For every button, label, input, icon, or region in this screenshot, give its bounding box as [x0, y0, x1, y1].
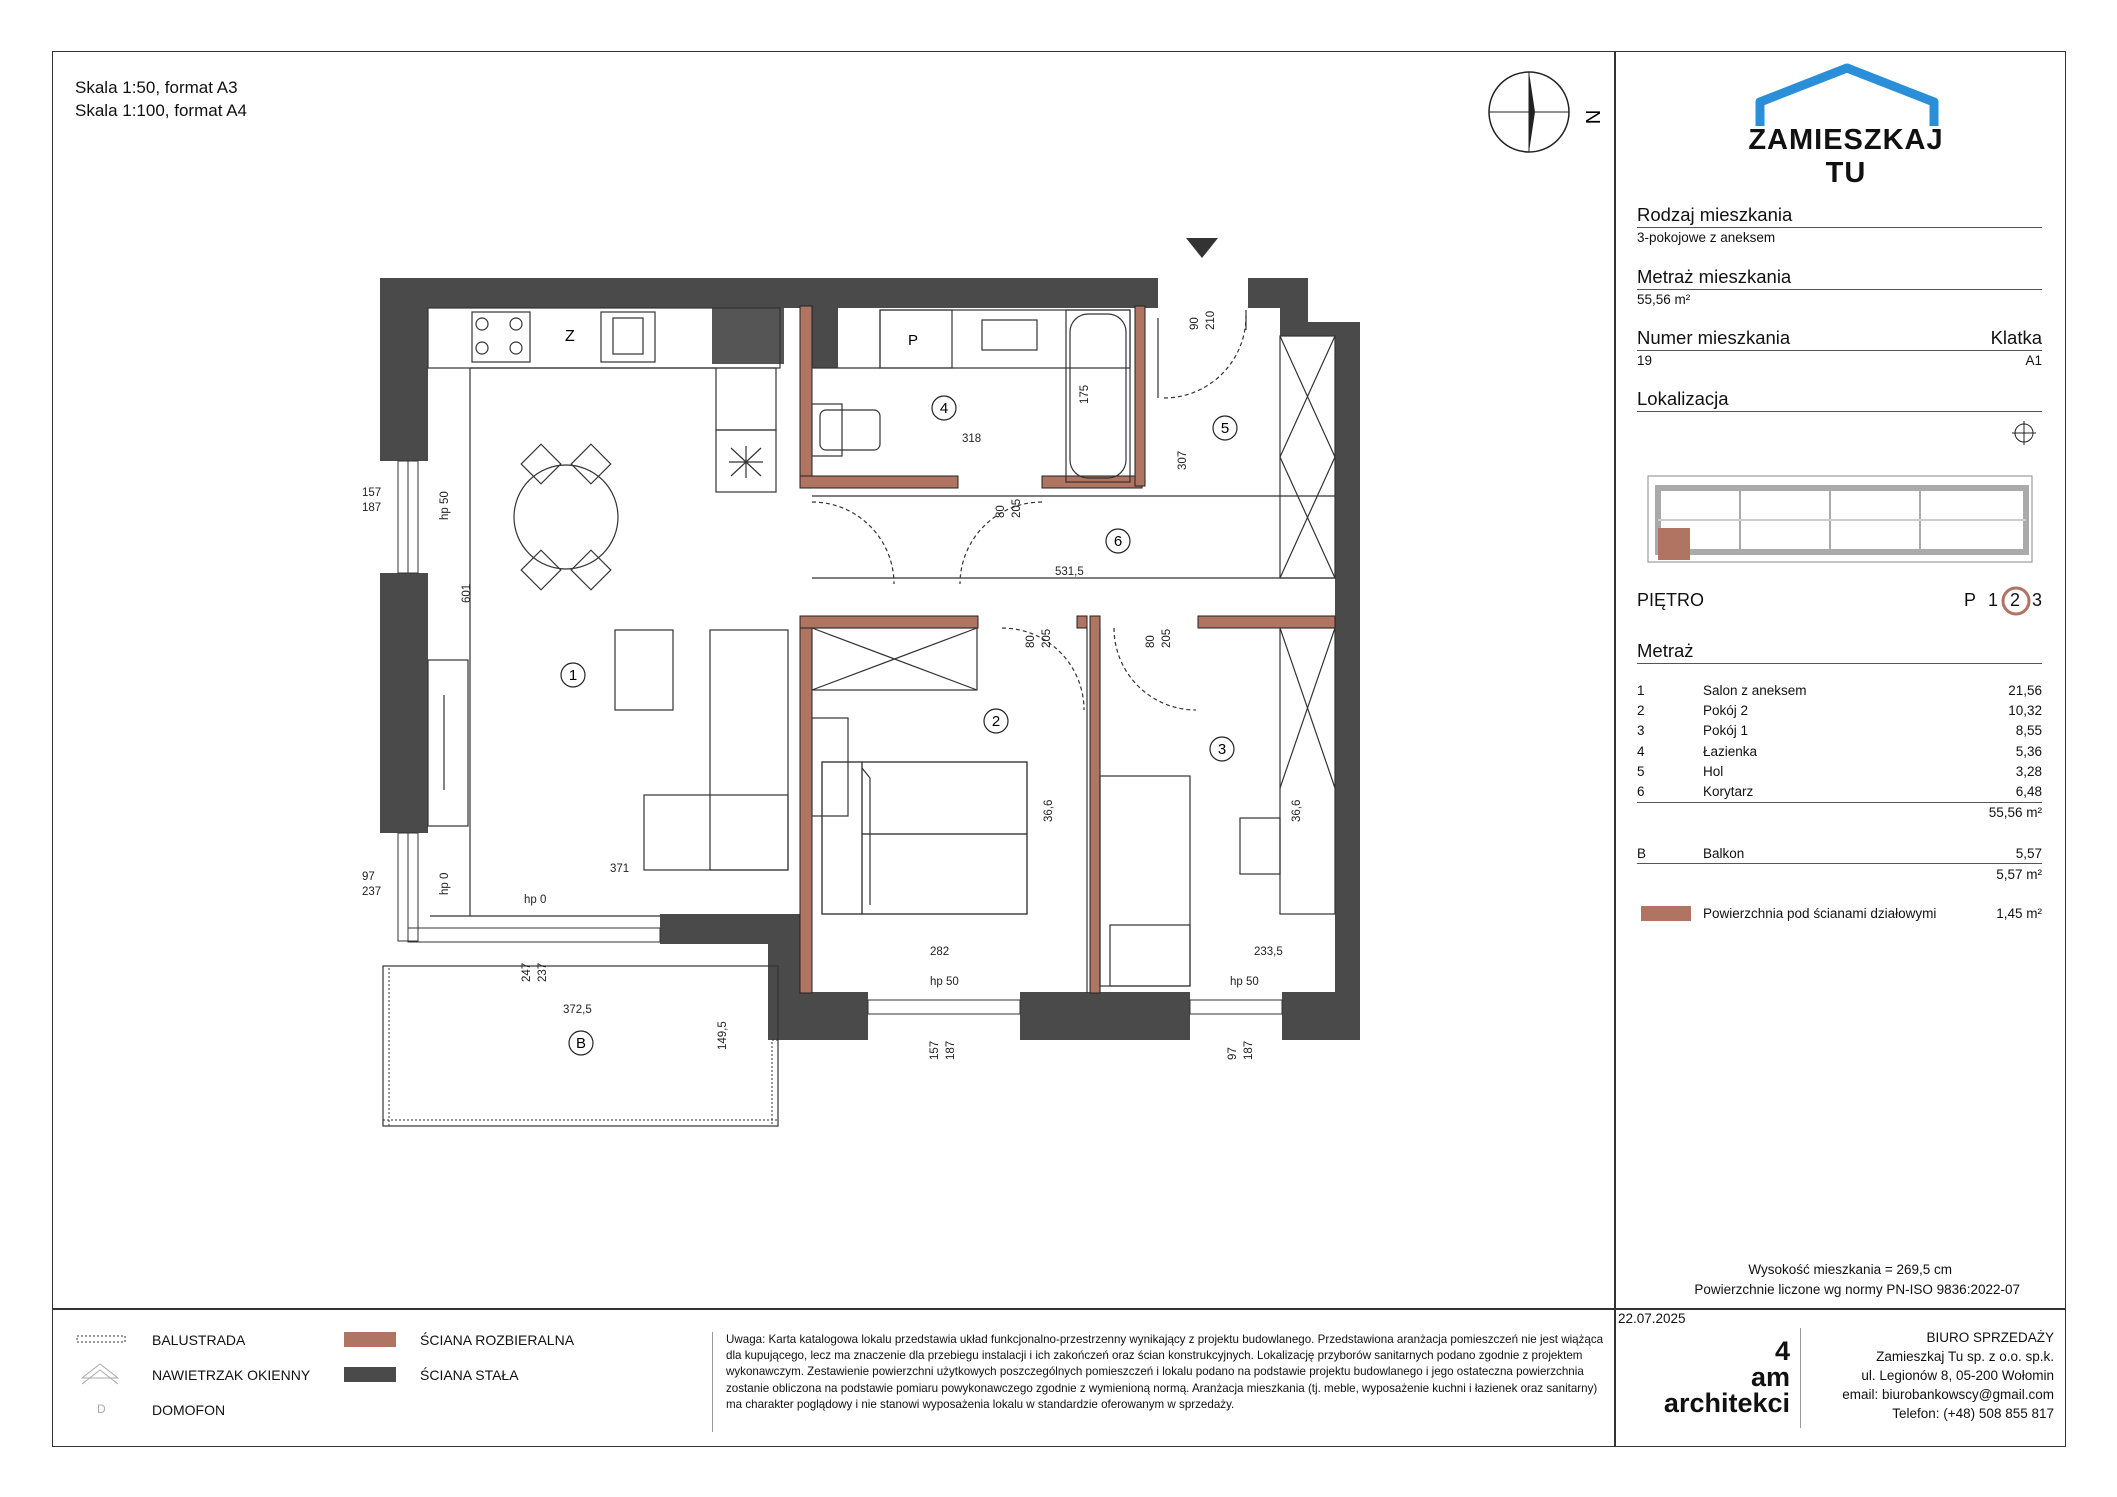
legend-vent: NAWIETRZAK OKIENNY [152, 1367, 311, 1383]
svg-text:187: 187 [945, 1040, 957, 1060]
office-company: Zamieszkaj Tu sp. z o.o. sp.k. [1876, 1349, 2054, 1364]
sales-office [1814, 1328, 2054, 1423]
svg-text:hp 50: hp 50 [930, 976, 959, 988]
svg-text:149,5: 149,5 [717, 1021, 729, 1050]
svg-text:247: 247 [521, 962, 533, 982]
svg-text:210: 210 [1205, 310, 1217, 330]
office-address: ul. Legionów 8, 05-200 Wołomin [1861, 1368, 2054, 1383]
windows [398, 461, 1282, 1014]
partition-row [1637, 903, 2042, 923]
number-value: 19 [1637, 353, 1653, 368]
metraz-section [1637, 640, 2042, 664]
location-compass-icon [2012, 421, 2036, 445]
compass-icon [1489, 72, 1603, 152]
svg-text:hp 0: hp 0 [439, 872, 451, 895]
svg-text:187: 187 [1243, 1040, 1255, 1060]
metraz-label: Metraż [1637, 640, 2042, 664]
floor-row [1637, 590, 2042, 611]
info-area [1637, 266, 2042, 307]
office-title: BIURO SPRZEDAŻY [1926, 1330, 2054, 1345]
rooms-total: 55,56 m² [1637, 802, 2042, 823]
svg-text:318: 318 [962, 433, 982, 445]
partition-area: 1,45 m² [1996, 905, 2042, 921]
balcony-label: B [575, 1035, 587, 1052]
number-label: Numer mieszkania [1637, 327, 1791, 348]
legend-symbols [77, 906, 1691, 1384]
room-table [1637, 680, 2042, 823]
scale-a4: Skala 1:100, format A4 [75, 101, 247, 120]
table-row: 5 Hol 3,28 [1637, 763, 2042, 779]
floor-2[interactable]: 2 [2009, 590, 2020, 610]
area-label: Metraż mieszkania [1637, 266, 2042, 290]
svg-text:205: 205 [1011, 498, 1023, 518]
disclaimer-note: Uwaga: Karta katalogowa lokalu przedstawia układ funkcjonalno-przestrzenny wynikający z projektu budowlanego. Przedstawiona aranżacja pomieszczeń nie jest wiążąca dla kupującego, lecz ma znaczenie dla przebiegu instalacji i ich zakończeń oraz ścian konstrukcyjnych. Lokalizację przyborów sanitarnych podano zgodnie z projektem wykonawczym. Zestawienie powierzchni użytkowych poszczególnych pomieszczeń i lokalu podano na podstawie projektu budowlanego i jego ostateczna powierzchnia zostanie obliczona na podstawie pomiaru powykonawczego zgodnie z wymienioną normą. Aranżacja mieszkania (tj. meble, wyposażenie kuchni i łazienek oraz sanitarny) ma charakter poglądowy i nie stanowi wyposażenia lokalu w standardzie oferowanym w sprzedaży. [726, 1333, 1604, 1411]
svg-text:80: 80 [995, 505, 1007, 518]
room-1-label: 1 [568, 667, 578, 684]
balcony-table [1637, 843, 2042, 885]
norm-text: Powierzchnie liczone wg normy PN-ISO 9836:2022-07 [1694, 1282, 2020, 1297]
table-row: B Balkon 5,57 [1637, 845, 2042, 861]
table-row: 4 Łazienka 5,36 [1637, 743, 2042, 759]
svg-text:531,5: 531,5 [1055, 566, 1084, 578]
room-markers [561, 396, 1237, 1055]
removable-walls [800, 306, 1335, 993]
room-5-label: 5 [1220, 420, 1230, 437]
legend-intercom-symbol: D [97, 1402, 106, 1416]
partition-label: Powierzchnia pod ścianami działowymi [1703, 905, 1937, 921]
room-6-label: 6 [1113, 533, 1123, 550]
svg-text:hp 0: hp 0 [524, 894, 547, 906]
architect-logo: 4 am architekci [1663, 1336, 1790, 1418]
table-row: 1 Salon z aneksem 21,56 [1637, 682, 2042, 698]
stair-label: Klatka [1990, 327, 2042, 348]
location-label: Lokalizacja [1637, 388, 2042, 412]
room-numbers [569, 400, 1229, 1052]
svg-text:hp 50: hp 50 [439, 491, 451, 520]
fridge-label: Z [565, 328, 575, 345]
balcony-total: 5,57 m² [1637, 863, 2042, 884]
table-row: 3 Pokój 1 8,55 [1637, 723, 2042, 739]
svg-text:205: 205 [1161, 628, 1173, 648]
type-label: Rodzaj mieszkania [1637, 204, 2042, 228]
svg-text:90: 90 [1189, 317, 1201, 330]
svg-text:233,5: 233,5 [1254, 946, 1283, 958]
svg-text:97: 97 [362, 871, 375, 883]
floor-p[interactable]: P [1963, 590, 1976, 610]
svg-text:80: 80 [1145, 635, 1157, 648]
info-number [1637, 327, 2042, 368]
legend-removable-wall: ŚCIANA ROZBIERALNA [420, 1332, 575, 1348]
svg-text:237: 237 [537, 962, 549, 982]
svg-text:36,6: 36,6 [1043, 799, 1055, 822]
apartment-height: Wysokość mieszkania = 269,5 cm [1748, 1262, 1952, 1277]
floor-3[interactable]: 3 [2031, 590, 2042, 610]
office-divider [1800, 1328, 1801, 1428]
plan-lines [428, 308, 1335, 993]
office-email[interactable]: email: biurobankowscy@gmail.com [1842, 1387, 2054, 1402]
svg-text:97: 97 [1227, 1047, 1239, 1060]
legend-balustrade: BALUSTRADA [152, 1332, 246, 1348]
svg-text:hp 50: hp 50 [1230, 976, 1259, 988]
svg-text:372,5: 372,5 [563, 1004, 592, 1016]
note-divider [712, 1332, 713, 1432]
svg-text:237: 237 [362, 886, 382, 898]
scale-a3: Skala 1:50, format A3 [75, 78, 238, 97]
date-label: 22.07.2025 [1618, 1311, 1686, 1326]
table-row: 6 Korytarz 6,48 [1637, 784, 2042, 800]
info-type [1637, 204, 2042, 245]
legend-intercom: DOMOFON [152, 1402, 226, 1418]
fixed-walls [380, 278, 1360, 1040]
stair-value: A1 [2025, 353, 2042, 368]
svg-text:80: 80 [1025, 635, 1037, 648]
svg-text:205: 205 [1041, 628, 1053, 648]
location-minimap [1648, 476, 2032, 562]
info-location [1637, 388, 2042, 412]
svg-text:157: 157 [929, 1040, 941, 1060]
type-value: 3-pokojowe z aneksem [1637, 230, 1776, 245]
svg-text:371: 371 [610, 863, 630, 875]
svg-text:175: 175 [1079, 384, 1091, 404]
room-2-label: 2 [991, 713, 1001, 730]
floor-label: PIĘTRO [1637, 590, 1705, 610]
room-3-label: 3 [1217, 741, 1227, 758]
svg-text:282: 282 [930, 946, 950, 958]
svg-text:601: 601 [461, 583, 473, 603]
area-value: 55,56 m² [1637, 292, 1691, 307]
entrance-arrow-icon [1186, 238, 1218, 258]
svg-text:157: 157 [362, 487, 382, 499]
legend-fixed-wall: ŚCIANA STAŁA [420, 1367, 519, 1383]
office-phone[interactable]: Telefon: (+48) 508 855 817 [1892, 1406, 2054, 1421]
floor-1[interactable]: 1 [1987, 590, 1998, 610]
room-4-label: 4 [939, 400, 949, 417]
svg-text:307: 307 [1177, 450, 1189, 470]
brand-name: ZAMIESZKAJ TU [1748, 124, 1944, 189]
dimensions [362, 311, 1303, 1060]
north-label: N [1581, 109, 1603, 125]
washer-label: P [908, 332, 919, 349]
table-row: 2 Pokój 2 10,32 [1637, 702, 2042, 718]
svg-text:36,6: 36,6 [1291, 799, 1303, 822]
svg-text:187: 187 [362, 502, 382, 514]
